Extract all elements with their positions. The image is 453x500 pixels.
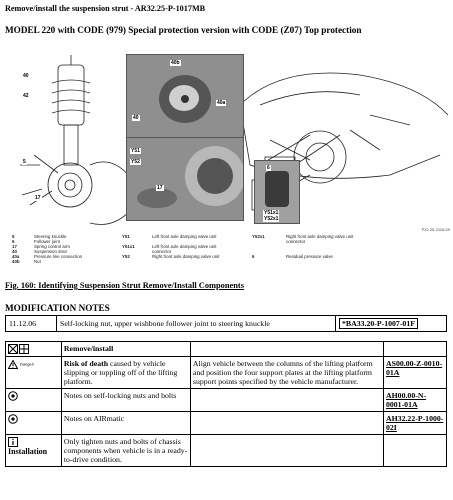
component-figure — [20, 45, 452, 233]
note-icon-cell — [6, 389, 62, 412]
legend-col1: 5 Steering knuckle 6 Follower joint 17 Spring control arm 40 Suspension strut 40a Pressure line connection 40b Nut — [12, 234, 83, 264]
modification-notes-heading: MODIFICATION NOTES — [5, 303, 110, 313]
note-icon-cell — [6, 412, 62, 435]
mod-ref[interactable]: *BA33.20-P-1007-01F — [339, 318, 418, 329]
photo-strut-bottom — [126, 137, 244, 221]
mod-ref-cell — [336, 316, 447, 332]
photo-strut-top — [126, 54, 244, 138]
label-40b: 40b — [171, 60, 180, 66]
table-row — [6, 412, 447, 435]
note-desc: Notes on AIRmatic — [61, 412, 190, 435]
label-40: 40 — [23, 73, 29, 79]
risk-cell: Risk of death caused by vehicle slipping or toppling off of the lifting platform. — [61, 357, 190, 389]
table-row — [6, 316, 447, 332]
figure-legend — [12, 234, 448, 280]
note-circle-icon — [8, 391, 18, 401]
legend-col3: Y52x1 Right front axle damping valve unit connector 6 Residual pressure valve — [252, 234, 354, 259]
label-40-photo: 40 — [133, 115, 139, 121]
ref-link[interactable]: AH00.00-N-0001-01A — [383, 389, 446, 412]
legend-col2: Y51 Left front axle damping valve unit Y51x1 Left front axle damping valve unit connector Y52 Right front axle damping valve unit — [122, 234, 220, 259]
label-42: 42 — [23, 93, 29, 99]
label-17: 17 — [35, 195, 41, 201]
table-row — [6, 389, 447, 412]
remove-install-table — [5, 341, 447, 467]
label-y52: Y52 — [131, 159, 140, 165]
label-5: 5 — [23, 159, 26, 165]
warning-triangle-icon — [8, 360, 18, 369]
document-header: Remove/install the suspension strut - AR32.25-P-1017MB — [5, 4, 206, 13]
figure-caption: Fig. 160: Identifying Suspension Strut Remove/Install Components — [5, 281, 244, 290]
installation-cell — [6, 435, 62, 467]
mod-date: 11.12.06 — [6, 316, 57, 332]
model-line: MODEL 220 with CODE (979) Special protection version with CODE (Z07) Top protection — [5, 25, 362, 35]
label-y52x1: Y52x1 — [264, 216, 279, 222]
header-icons-cell — [6, 342, 62, 357]
grid-icon — [8, 344, 30, 354]
note-circle-icon — [8, 414, 18, 424]
label-17-photo: 17 — [157, 185, 163, 191]
instruction-text: Align vehicle between the columns of the lifting platform and position the four support plates at the lifting platform support points specified by the vehicle manufacturer. — [190, 357, 383, 389]
note-desc: Notes on self-locking nuts and bolts — [61, 389, 190, 412]
table-row — [6, 435, 447, 467]
info-box-icon — [8, 437, 18, 447]
figure-ref: P32.25-2116-09 — [421, 227, 450, 232]
mod-text: Self-locking nut, upper wishbone follower joint to steering knuckle — [57, 316, 336, 332]
table-row — [6, 342, 447, 357]
modification-notes-table — [5, 315, 447, 332]
label-y51: Y51 — [131, 148, 140, 154]
ref-link[interactable]: AS00.00-Z-0010-01A — [383, 357, 446, 389]
danger-label: Danger! — [19, 361, 35, 367]
ref-link[interactable]: AH32.22-P-1000-02I — [383, 412, 446, 435]
label-40a: 40a — [217, 100, 226, 106]
danger-icon-cell — [6, 357, 62, 389]
note-desc: Only tighten nuts and bolts of chassis components when vehicle is in a ready-to-drive condition. — [61, 435, 190, 467]
label-y51x1: Y51x1 — [264, 210, 279, 216]
table-row — [6, 357, 447, 389]
installation-label: Installation — [8, 447, 48, 457]
label-6: 6 — [267, 165, 270, 171]
header-remove-install: Remove/install — [61, 342, 190, 357]
